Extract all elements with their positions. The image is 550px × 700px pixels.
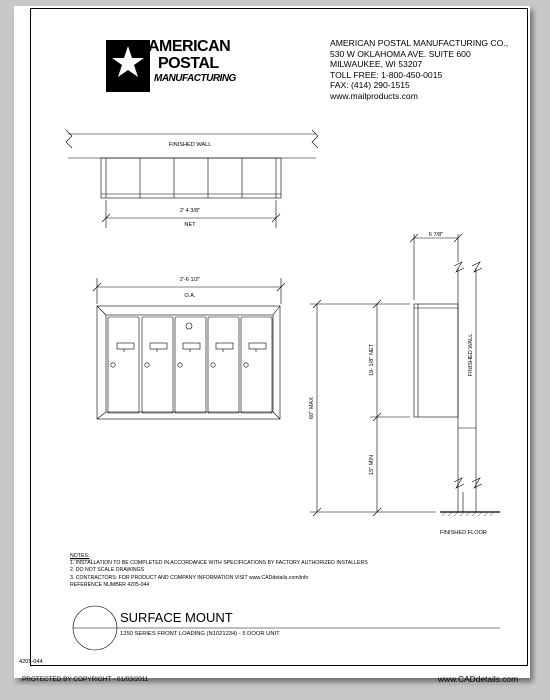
drawing-title: SURFACE MOUNT: [120, 610, 233, 625]
oa-label: O.A.: [184, 293, 196, 299]
drawing-subtitle: 1250 SERIES FRONT LOADING (N1021234) - 5 DOOR UNIT: [120, 631, 280, 637]
top-view-wall-label: FINISHED WALL: [168, 142, 212, 148]
logo-text-postal: POSTAL: [158, 55, 219, 72]
side-wall-label: FINISHED WALL: [468, 333, 474, 377]
caddetails-link[interactable]: www.CADdetails.com: [438, 674, 519, 684]
company-tollfree: TOLL FREE: 1-800-450-0015: [330, 69, 443, 80]
logo-text-american: AMERICAN: [148, 38, 231, 55]
note-2: 2. DO NOT SCALE DRAWINGS: [70, 567, 145, 574]
note-3-reference: REFERENCE NUMBER 4205-044: [70, 581, 150, 588]
company-address-1: 530 W OKLAHOMA AVE. SUITE 600: [330, 48, 471, 59]
sheet-number: 4205-044: [19, 659, 43, 665]
company-website: www.mailproducts.com: [330, 90, 418, 101]
logo-text-manufacturing: MANUFACTURING: [154, 73, 236, 84]
depth-label: 6 7/8": [428, 232, 444, 238]
note-1: 1. INSTALLATION TO BE COMPLETED IN ACCORDANCE WITH SPECIFICATIONS BY FACTORY AUTHORIZED INSTALLERS: [70, 560, 368, 567]
net-label: NET: [184, 222, 196, 228]
front-view-doors: [108, 317, 272, 413]
net-height-label: 19- 1/8" NET: [369, 343, 375, 377]
notes-header: NOTES:: [70, 553, 90, 559]
net-width-label: 2' 4 3/8": [179, 208, 201, 214]
oa-width-label: 2'-6 1/2": [179, 277, 201, 283]
top-view-unit: [101, 158, 281, 198]
company-fax: FAX: (414) 290-1515: [330, 80, 410, 91]
floor-label: FINISHED FLOOR: [440, 530, 487, 536]
note-3: 3. CONTRACTORS: FOR PRODUCT AND COMPANY INFORMATION VISIT www.CADdetails.com/info: [70, 574, 309, 581]
min-height-label: 15" MIN: [369, 454, 375, 476]
company-name: AMERICAN POSTAL MANUFACTURING CO.,: [330, 38, 509, 48]
copyright-text: PROTECTED BY COPYRIGHT - 01/03/2011: [22, 676, 149, 683]
company-address-2: MILWAUKEE, WI 53207: [330, 59, 423, 70]
max-height-label: 60" MAX: [309, 397, 315, 419]
notes-block: [70, 553, 368, 589]
